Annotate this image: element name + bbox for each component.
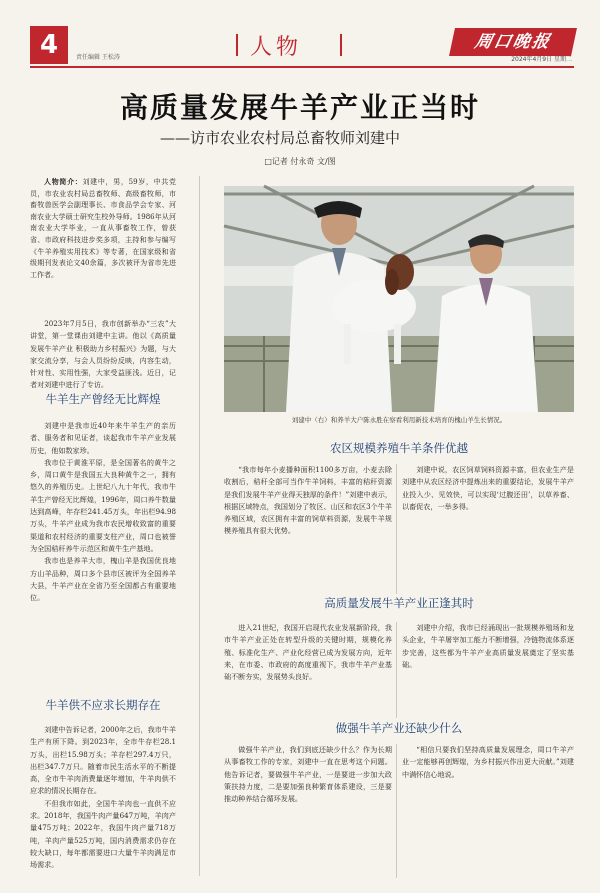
paragraph: 做强牛羊产业，我们到底还缺少什么？作为长期从事畜牧工作的专家，刘建中一直在思考这个问题。他告诉记者，要做强牛羊产业，一是要进一步加大政策扶持力度，二是要加强良种繁育体系建设，三是要推动种养结合循环发展。 bbox=[224, 745, 392, 804]
column-right-1b bbox=[402, 464, 574, 612]
lead-paragraph: 2023年7月5日，我市创新举办“三农”大讲堂，第一堂课由刘建中主讲。他以《高质量发展牛羊产业 积极助力乡村振兴》为题，与大家交流分享，与会人员纷纷反映，内容生动，针对性、实用性强，大家受益匪浅。近日，记者对刘建中进行了专访。 bbox=[30, 319, 176, 390]
column-right-1a bbox=[224, 464, 392, 612]
date-line: 2024年4月9日 星期二 bbox=[511, 56, 572, 63]
barn-photo-illustration bbox=[224, 186, 574, 412]
subtitle-3: 农区规模养殖牛羊条件优越 bbox=[330, 441, 468, 455]
section-divider-left bbox=[236, 34, 238, 56]
newspaper-logo: 周口晚报 bbox=[449, 28, 577, 56]
paragraph: “我市每年小麦播种面积1100多万亩，小麦去除收割后，秸秆全部可当作牛羊饲料，丰富的秸秆资源是我们发展牛羊产业得天独厚的条件！”刘建中表示，根据区域特点，我国划分了牧区、山区和农区3个牛羊养殖区域，农区拥有丰富的饲草料资源，发展牛羊规模养殖具有很大优势。 bbox=[224, 465, 392, 536]
paragraph: 刘建中告诉记者，2000年之后，我市牛羊生产有所下降。到2023年，全市牛存栏28.1万头，出栏15.98万头；羊存栏297.4万只，出栏347.7万只。随着市民生活水平的不断提高，全市牛羊肉消费量逐年增加，牛羊肉供不应求的情况长期存在。 bbox=[30, 725, 176, 796]
paragraph: 我市也是养羊大市，槐山羊是我国优良地方山羊品种，周口多个县市区被评为全国养羊大县，牛羊产业在全省乃至全国都占有重要地位。 bbox=[30, 556, 176, 603]
page-number: 4 bbox=[30, 26, 68, 64]
paragraph: 不但我市如此，全国牛羊肉也一直供不应求。2018年，我国牛肉产量647万吨，羊肉产量475万吨；2022年，我国牛肉产量718万吨，羊肉产量525万吨，国内消费需求仍存在较大缺口，每年都需要进口大量牛羊肉满足市场需求。 bbox=[30, 798, 176, 870]
paragraph: 进入21世纪，我国开启现代农业发展新阶段，我市牛羊产业正处在转型升级的关键时期，规模化养殖、标准化生产、产业化经营已成为发展方向，近年来，在市委、市政府的高度重视下，我市牛羊产业基础不断夯实，发展势头良好。 bbox=[224, 623, 392, 682]
headline: 高质量发展牛羊产业正当时 bbox=[119, 91, 480, 124]
column-right-2a bbox=[224, 622, 392, 720]
intro-text: 刘建中，男，59岁，中共党员，市农业农村局总畜牧师、高级畜牧师，市畜牧兽医学会副理事长、市食品学会专家、河南农业大学硕士研究生校外导师。1986年从河南农业大学毕业，一直从事畜牧工作，曾获省、市政府科技进步奖多项，主持和参与编写《牛羊养殖实用技术》等专著，在国家级和省级期刊发表论文40余篇，多次被评为省市先进工作者。 bbox=[30, 178, 176, 279]
column-right-3b bbox=[402, 744, 574, 880]
subtitle-5: 做强牛羊产业还缺少什么 bbox=[335, 721, 463, 735]
column-rule bbox=[396, 622, 397, 718]
intro-block bbox=[30, 176, 176, 316]
column-left-mid bbox=[30, 420, 176, 723]
subheadline: ——访市农业农村局总畜牧师刘建中 bbox=[160, 129, 401, 147]
photo-caption: 刘建中（右）和养羊大户陈永胜在察看利用新技术培育的槐山羊生长情况。 bbox=[291, 416, 507, 424]
paragraph: 刘建中说，农区饲草饲料资源丰富，但农业生产是刘建中从农区经济中提炼出来的重要结论，发展牛羊产业投入少、见效快，可以实现‘过腹还田’，以草养畜、以畜促农，一举多得。 bbox=[402, 465, 574, 511]
column-right-2b bbox=[402, 622, 574, 720]
editor-line: 责任编辑 王松涛 bbox=[76, 54, 120, 61]
subtitle-4: 高质量发展牛羊产业正逢其时 bbox=[324, 596, 474, 610]
article-photo bbox=[224, 186, 574, 412]
paragraph: 刘建中介绍，我市已经涌现出一批规模养殖场和龙头企业，牛羊屠宰加工能力不断增强，冷链物流体系逐步完善，这些都为牛羊产业高质量发展奠定了坚实基础。 bbox=[402, 623, 574, 669]
page-header bbox=[0, 0, 600, 70]
section-divider-right bbox=[340, 34, 342, 56]
lead-paragraph-block bbox=[30, 318, 176, 390]
subtitle-2: 牛羊供不应求长期存在 bbox=[45, 698, 161, 712]
column-rule bbox=[396, 744, 397, 878]
column-left-bottom bbox=[30, 724, 176, 874]
paragraph: 刘建中是我市近40年来牛羊生产的亲历者、服务者和见证者，谈起我市牛羊产业发展历史，他如数家珍。 bbox=[30, 421, 176, 455]
column-rule bbox=[396, 464, 397, 594]
subtitle-1: 牛羊生产曾经无比辉煌 bbox=[45, 392, 161, 406]
intro-label: 人物简介： bbox=[44, 177, 83, 186]
paragraph: 我市位于黄淮平原，是全国著名的黄牛之乡，周口黄牛是我国五大良种黄牛之一，拥有悠久的养殖历史。上世纪八九十年代，我市牛羊生产曾经无比辉煌，1996年，周口养牛数量达到高峰，年存栏241.45万头，年出栏94.98万头，牛羊产业成为我市农民增收致富的重要渠道和农村经济的重要支柱产业，周口也被誉为全国秸秆养牛示范区和黄牛生产基地。 bbox=[30, 457, 176, 553]
column-rule bbox=[199, 176, 200, 876]
section-name: 人物 bbox=[250, 35, 303, 60]
header-rule bbox=[30, 66, 574, 68]
intro-paragraph bbox=[30, 176, 176, 281]
paragraph: “相信只要我们坚持高质量发展理念，周口牛羊产业一定能够再创辉煌，为乡村振兴作出更大贡献。”刘建中满怀信心地说。 bbox=[402, 745, 574, 779]
byline: □记者 付永奇 文/图 bbox=[264, 157, 336, 166]
column-right-3a bbox=[224, 744, 392, 880]
